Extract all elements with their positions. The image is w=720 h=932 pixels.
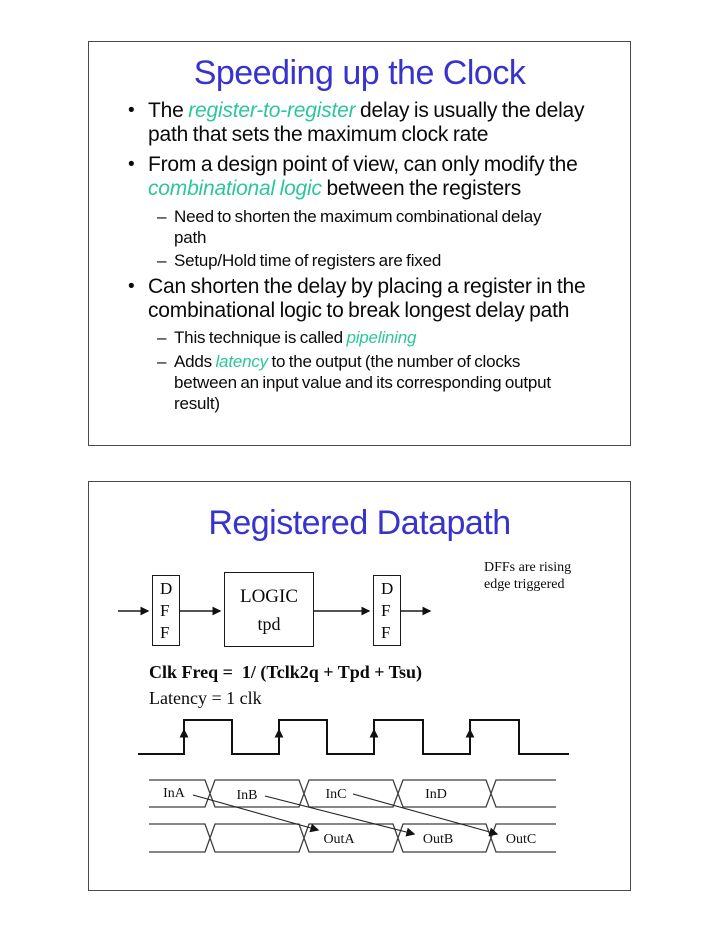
dash-glyph: –: [157, 207, 167, 226]
dff-letter: F: [381, 601, 391, 620]
input-bus-track: [149, 780, 556, 807]
dash-glyph: –: [157, 251, 167, 270]
logic-block-tpd-label: tpd: [257, 614, 281, 634]
bullet-text: [148, 99, 588, 147]
text-segment: between the registers: [321, 177, 522, 200]
text-segment: delay is usually the delay path that sets the maximum clock rate: [148, 99, 585, 146]
text-segment-highlight: combinational logic: [148, 177, 322, 200]
bullet-glyph: •: [128, 100, 135, 121]
dash-glyph: –: [157, 328, 167, 347]
bullet-text: [148, 275, 588, 323]
sub-bullet-item: [157, 351, 630, 414]
dff-letter: F: [381, 623, 391, 642]
bus-label-inb: InB: [236, 788, 258, 803]
bullet-text: [148, 153, 588, 201]
text-segment: From a design point of view, can only modify the: [148, 153, 578, 176]
clock-frequency-formula: Clk Freq = 1/ (Tclk2q + Tpd + Tsu): [149, 662, 423, 682]
slide-registered-datapath: [88, 481, 631, 891]
dash-glyph: –: [157, 352, 167, 371]
sub-bullet-item: [157, 327, 630, 348]
bullet-item: [128, 99, 630, 147]
slide1-title: Speeding up the Clock: [193, 54, 526, 92]
text-segment-highlight: latency: [215, 352, 268, 371]
bullet-text: [174, 351, 559, 414]
bus-label-ind: InD: [425, 787, 447, 802]
slide1-bullet-list: [89, 99, 630, 414]
logic-block: [224, 572, 314, 647]
dff-letter: F: [160, 623, 170, 642]
sub-bullet-item: [157, 206, 630, 248]
text-segment: Can shorten the delay by placing a register in the combinational logic to break longest delay path: [148, 275, 586, 322]
text-segment: Adds: [174, 352, 216, 371]
latency-label: Latency = 1 clk: [149, 688, 262, 708]
bullet-text: [174, 206, 559, 248]
clock-waveform: [138, 720, 569, 754]
text-segment: Need to shorten the maximum combinational delay path: [174, 207, 542, 247]
dff-block-input: [152, 575, 180, 646]
text-segment: The: [148, 99, 189, 122]
bus-label-outa: OutA: [323, 832, 355, 847]
dff-letter: F: [160, 601, 170, 620]
dff-trigger-note: DFFs are rising edge triggered: [484, 560, 572, 592]
dff-letter: D: [160, 579, 173, 598]
bullet-text: [174, 250, 441, 271]
bullet-item: [128, 275, 630, 323]
sub-bullet-item: [157, 250, 630, 271]
bus-label-ina: InA: [163, 786, 185, 801]
text-segment: to the output (the number of clocks between an input value and its corresponding output result): [174, 352, 551, 413]
bullet-item: [128, 153, 630, 201]
text-segment: Setup/Hold time of registers are fixed: [174, 251, 442, 270]
slide-speeding-up-the-clock: [88, 41, 631, 446]
datapath-timing-diagram: [89, 482, 629, 889]
text-segment: This technique is called: [174, 328, 347, 347]
bullet-glyph: •: [128, 276, 135, 297]
bus-label-inc: InC: [325, 787, 347, 802]
dff-block-output: [373, 575, 401, 646]
text-segment-highlight: pipelining: [346, 328, 417, 347]
bullet-glyph: •: [128, 154, 135, 175]
dff-letter: D: [381, 579, 394, 598]
text-segment-highlight: register-to-register: [188, 99, 356, 122]
bullet-text: [174, 327, 416, 348]
bus-label-outb: OutB: [422, 832, 454, 847]
bus-label-outc: OutC: [505, 832, 537, 847]
slide2-title: Registered Datapath: [208, 504, 511, 542]
logic-block-label: LOGIC: [239, 586, 299, 607]
